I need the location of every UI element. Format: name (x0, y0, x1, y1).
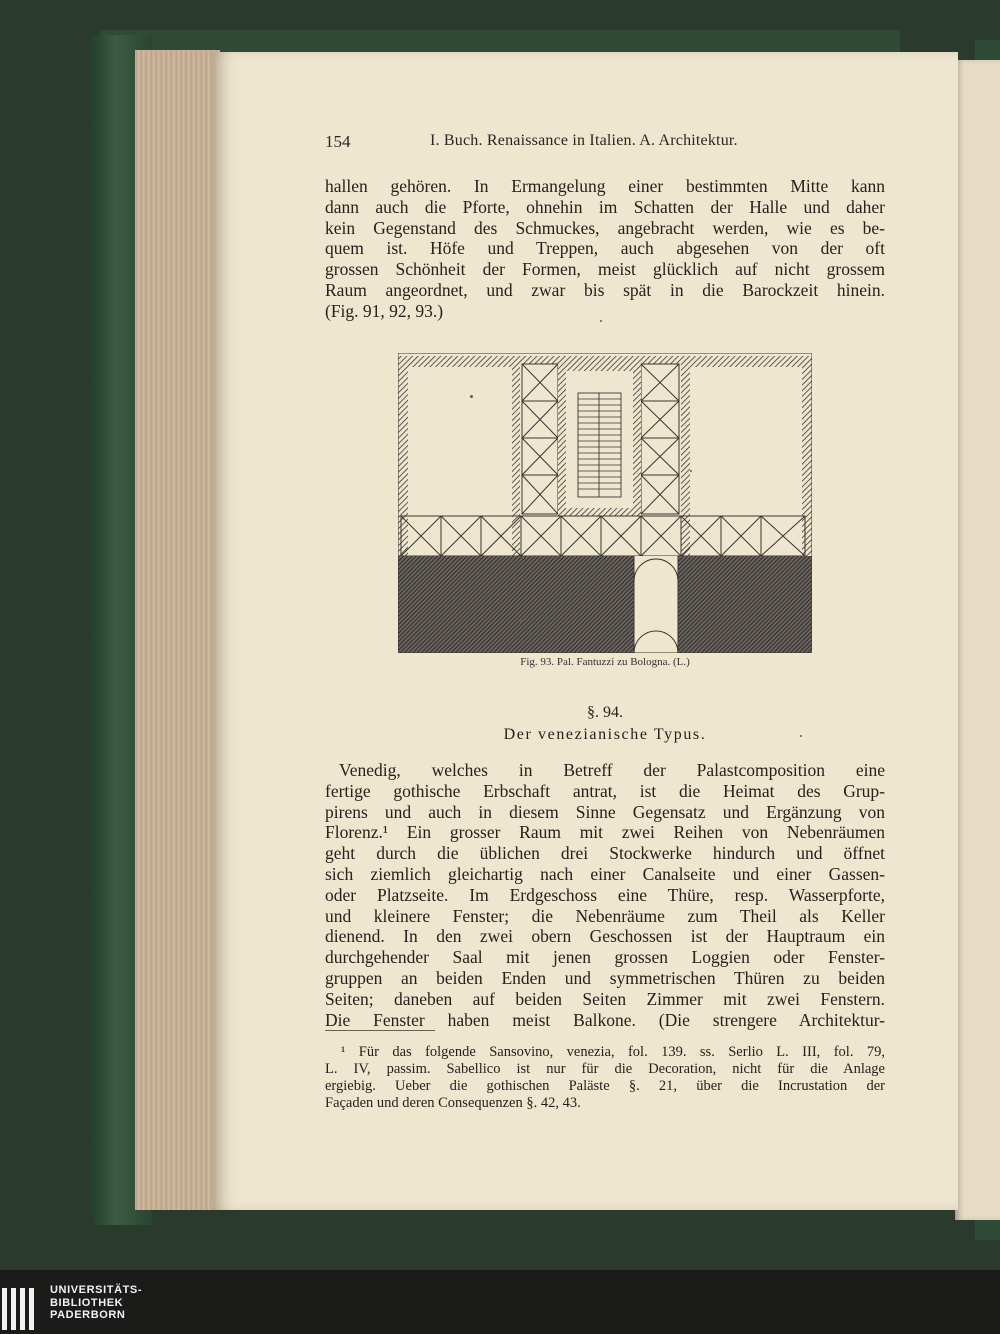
text-line: durchgehender Saal mit jenen grossen Loggien oder Fenster- (325, 947, 885, 968)
page-header (325, 132, 885, 156)
text-line: dann auch die Pforte, ohnehin im Schatten der Halle und daher (325, 196, 885, 217)
library-logo-icon (0, 1286, 40, 1332)
text-line: geht durch die üblichen drei Stockwerke hindurch und öffnet (325, 843, 885, 864)
text-line: gruppen an beiden Enden und symmetrischen Thüren zu beiden (325, 967, 885, 988)
floor-plan-figure (398, 353, 812, 653)
library-name-line: BIBLIOTHEK (50, 1296, 124, 1309)
paragraph-venice (325, 760, 885, 1030)
text-line: hallen gehören. In Ermangelung einer bestimmten Mitte kann (325, 176, 885, 196)
facing-page (955, 60, 1000, 1220)
text-line: grossen Schönheit der Formen, meist glücklich auf nicht grossem (325, 259, 885, 280)
text-line: fertige gothische Erbschaft antrat, ist die Heimat des Grup- (325, 780, 885, 801)
footnote-rule (325, 1030, 435, 1031)
text-line: quem ist. Höfe und Treppen, auch abgesehen von der oft (325, 238, 885, 259)
page-number: 154 (325, 132, 351, 151)
footnote-line: ergiebig. Ueber die gothischen Paläste §. 21, über die Incrustation der (325, 1078, 885, 1094)
library-name-line: UNIVERSITÄTS- (50, 1284, 143, 1296)
text-line: sich ziemlich gleichartig nach einer Canalseite und einer Gassen- (325, 863, 885, 884)
figure-caption: Fig. 93. Pal. Fantuzzi zu Bologna. (L.) (520, 656, 690, 668)
paper-speck (800, 735, 802, 737)
paper-speck (520, 620, 523, 623)
text-line: oder Platzseite. Im Erdgeschoss eine Thüre, resp. Wasserpforte, (325, 884, 885, 905)
section-title: Der venezianische Typus. (503, 726, 707, 743)
paper-speck (690, 470, 692, 472)
text-line: und kleinere Fenster; die Nebenräume zum Theil als Keller (325, 905, 885, 926)
footnote-line: L. IV, passim. Sabellico ist nur für die Decoration, nicht für die Anlage (325, 1061, 885, 1077)
text-line: (Fig. 91, 92, 93.) (325, 300, 444, 321)
paper-speck (470, 395, 473, 398)
text-line: dienend. In den zwei obern Geschossen ist der Hauptraum ein (325, 926, 885, 947)
footnote (325, 1044, 885, 1112)
library-logo (0, 1280, 300, 1334)
text-line: Die Fenster haben meist Balkone. (Die strengere Architektur- (325, 1009, 885, 1030)
text-line: kein Gegenstand des Schmuckes, angebracht werden, wie es be- (325, 217, 885, 238)
paragraph-intro (325, 176, 885, 322)
text-line: Raum angeordnet, und zwar bis spät in die Barockzeit hinein. (325, 279, 885, 300)
text-line: Seiten; daneben auf beiden Seiten Zimmer mit zwei Fenstern. (325, 988, 885, 1009)
paper-speck (600, 320, 602, 322)
text-line: Florenz.¹ Ein grosser Raum mit zwei Reihen von Nebenräumen (325, 822, 885, 843)
footnote-line: Façaden und deren Consequenzen §. 42, 43. (325, 1095, 581, 1111)
page-edges (135, 50, 220, 1210)
library-name (50, 1284, 142, 1322)
footnote-line: ¹ Für das folgende Sansovino, venezia, fol. 139. ss. Serlio L. III, fol. 79, (341, 1044, 885, 1060)
section-number: §. 94. (587, 704, 623, 721)
running-head: I. Buch. Renaissance in Italien. A. Architektur. (430, 132, 738, 149)
library-name-line: PADERBORN (50, 1309, 126, 1321)
text-line: Venedig, welches in Betreff der Palastcomposition eine (339, 760, 885, 780)
text-line: pirens und auch in diesem Sinne Gegensatz und Ergänzung von (325, 801, 885, 822)
